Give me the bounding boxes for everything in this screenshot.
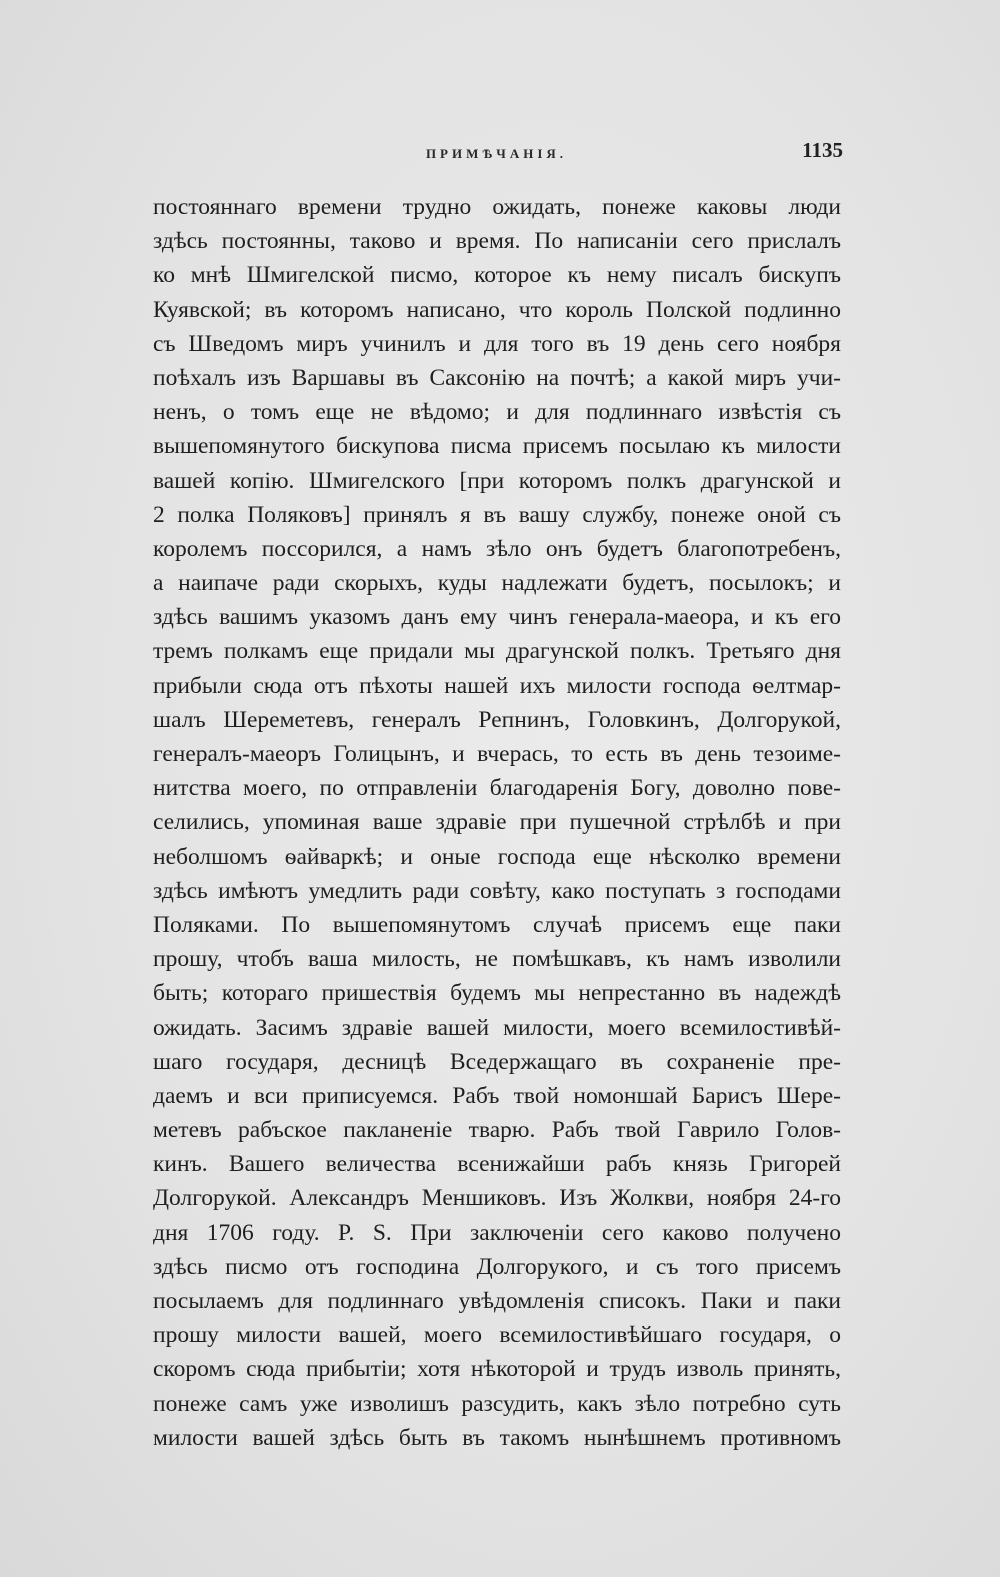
text-line: вашей копію. Шмигелского [при которомъ полкъ драгунской и <box>153 467 841 494</box>
text-line: понеже самъ уже изволишъ разсудить, какъ зѣло потребно суть <box>153 1390 841 1417</box>
text-line: шалъ Шереметевъ, генералъ Репнинъ, Головкинъ, Долгорукой, <box>153 706 841 733</box>
text-line: метевъ рабъское пакланеніе тварю. Рабъ твой Гаврило Голов- <box>153 1117 841 1144</box>
text-line: ненъ, о томъ еще не вѣдомо; и для подлиннаго извѣстія съ <box>153 399 841 426</box>
text-line: ко мнѣ Шмигелской писмо, которое къ нему писалъ бискупъ <box>153 262 841 289</box>
text-line: прибыли сюда отъ пѣхоты нашей ихъ милости господа ѳелтмар- <box>153 672 841 699</box>
text-line: неболшомъ ѳайваркѣ; и оные господа еще нѣсколко времени <box>153 843 841 870</box>
text-line: 2 полка Поляковъ] принялъ я въ вашу службу, понеже оной съ <box>153 501 841 528</box>
text-line: здѣсь вашимъ указомъ данъ ему чинъ генерала-маеора, и къ его <box>153 604 841 631</box>
text-line: Куявской; въ которомъ написано, что король Полской подлинно <box>153 296 841 323</box>
text-line: тремъ полкамъ еще придали мы драгунской полкъ. Третьяго дня <box>153 638 841 665</box>
text-line: прошу милости вашей, моего всемилостивѣйшаго государя, о <box>153 1322 841 1349</box>
page-number: 1135 <box>802 138 843 162</box>
text-line: шаго государя, десницѣ Вседержащаго въ сохраненіе пре- <box>153 1048 841 1075</box>
text-line: скоромъ сюда прибытіи; хотя нѣкоторой и трудъ изволь принять, <box>153 1356 841 1383</box>
text-line: а наипаче ради скорыхъ, куды надлежати будетъ, посылокъ; и <box>153 570 841 597</box>
text-line: здѣсь имѣютъ умедлить ради совѣту, како поступать з господами <box>153 877 841 904</box>
text-line: ожидать. Засимъ здравіе вашей милости, моего всемилостивѣй- <box>153 1014 841 1041</box>
text-line: постояннаго времени трудно ожидать, понеже каковы люди <box>153 194 841 220</box>
text-line: нитства моего, по отправленіи благодаренія Богу, доволно пове- <box>153 775 841 802</box>
text-line: прошу, чтобъ ваша милость, не помѣшкавъ, къ намъ изволили <box>153 946 841 973</box>
text-line: быть; котораго пришествія будемъ мы непрестанно въ надеждѣ <box>153 980 841 1007</box>
text-line: съ Шведомъ миръ учинилъ и для того въ 19 день сего ноября <box>153 330 841 357</box>
text-line: Поляками. По вышепомянутомъ случаѣ присемъ еще паки <box>153 911 841 938</box>
body-text <box>153 190 841 1455</box>
text-line: кинъ. Вашего величества всенижайши рабъ князь Григорей <box>153 1151 841 1178</box>
text-line: королемъ поссорился, а намъ зѣло онъ будетъ благопотребенъ, <box>153 535 841 562</box>
running-head <box>150 138 843 168</box>
text-line: даемъ и вси приписуемся. Рабъ твой номоншай Барисъ Шере- <box>153 1082 841 1109</box>
text-line: генералъ-маеоръ Голицынъ, и вчерась, то есть въ день тезоиме- <box>153 741 841 767</box>
text-line: милости вашей здѣсь быть въ такомъ нынѣшнемъ противномъ <box>153 1424 841 1451</box>
text-line: дня 1706 году. P. S. При заключеніи сего каково получено <box>153 1219 841 1246</box>
text-line: здѣсь писмо отъ господина Долгорукого, и съ того присемъ <box>153 1253 841 1280</box>
text-line: Долгорукой. Александръ Меншиковъ. Изъ Жолкви, ноября 24-го <box>153 1185 841 1212</box>
text-line: поѣхалъ изъ Варшавы въ Саксонію на почтѣ; а какой миръ учи- <box>153 364 841 391</box>
text-line: посылаемъ для подлиннаго увѣдомленія списокъ. Паки и паки <box>153 1288 841 1314</box>
text-line: селились, упоминая ваше здравіе при пушечной стрѣлбѣ и при <box>153 809 841 836</box>
text-line: здѣсь постоянны, таково и время. По написаніи сего прислалъ <box>153 228 841 255</box>
text-line: вышепомянутого бискупова писма присемъ посылаю къ милости <box>153 433 841 460</box>
running-title: ПРИМѢЧАНІЯ. <box>425 146 568 161</box>
